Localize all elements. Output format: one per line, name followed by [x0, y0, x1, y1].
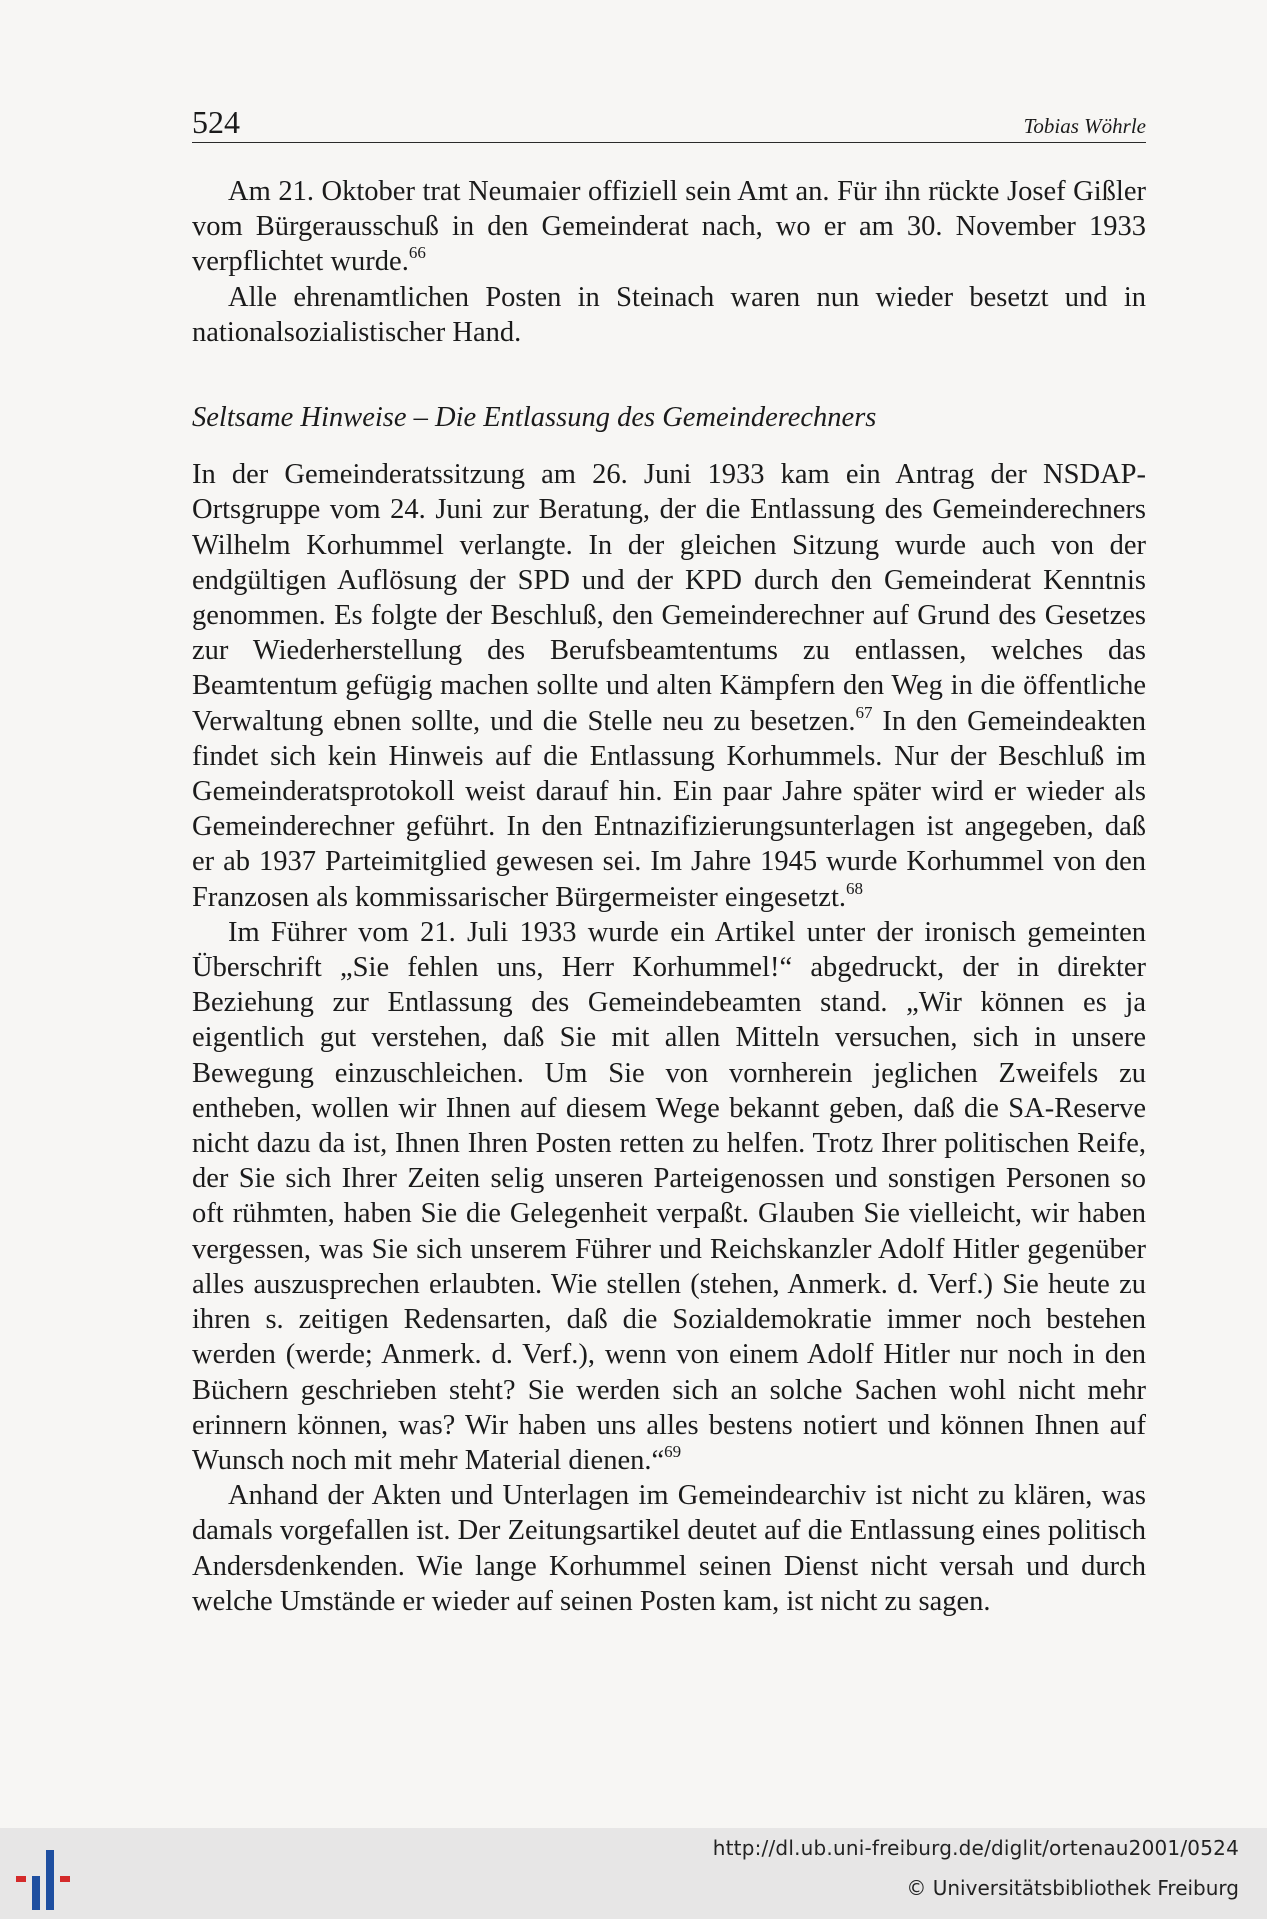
- footnote-ref[interactable]: 67: [855, 702, 873, 722]
- footer-copyright: © Universitätsbibliothek Freiburg: [906, 1876, 1239, 1900]
- footnote-ref[interactable]: 66: [408, 243, 426, 263]
- running-header: [192, 102, 1146, 143]
- footnote-ref[interactable]: 68: [846, 878, 863, 898]
- body-text: [192, 174, 1146, 1619]
- paragraph: In der Gemeinderatssitzung am 26. Juni 1933 kam ein Antrag der NSDAP-Ortsgruppe vom 24. Juni zur Beratung, der die Entlassung des Gemeinderechners Wilhelm Korhummel verlangte. In der gleichen Sitzung wurde auch von der endgültigen Auflösung der SPD und der KPD durch den Gemeinderat Kenntnis genommen. Es folgte der Beschluß, den Gemeinderechner auf Grund des Gesetzes zur Wiederherstellung des Berufsbeamtentums zu entlassen, welches das Beamtentum gefügig machen sollte und alten Kämpfern den Weg in die öffentliche Verwaltung ebnen sollte, und die Stelle neu zu besetzen.$^{67}$ In den Gemeindeakten findet sich kein Hinweis auf die Entlassung Korhummels. Nur der Beschluß im Gemeinderatsprotokoll weist darauf hin. Ein paar Jahre später wird er wieder als Gemeinderechner geführt. In den Entnazifizierungsunterlagen ist angegeben, daß er ab 1937 Parteimitglied gewesen sei. Im Jahre 1945 wurde Korhummel von den Franzosen als kommissarischer Bürgermeister eingesetzt.$^{68}$: [192, 459, 1146, 913]
- paragraph: Alle ehrenamtlichen Posten in Steinach waren nun wieder besetzt und in nationalsozialistischer Hand.: [192, 281, 1146, 348]
- ub-freiburg-logo-icon[interactable]: [14, 1846, 84, 1912]
- page-number: 524: [192, 104, 240, 140]
- paragraph: Anhand der Akten und Unterlagen im Gemeindearchiv ist nicht zu klären, was damals vorgefallen ist. Der Zeitungsartikel deutet auf die Entlassung eines politisch Andersdenkenden. Wie lange Korhummel seinen Dienst nicht versah und durch welche Umstände er wieder auf seinen Posten kam, ist nicht zu sagen.: [192, 1480, 1146, 1617]
- paragraph: Im Führer vom 21. Juli 1933 wurde ein Artikel unter der ironisch gemeinten Überschrift „Sie fehlen uns, Herr Korhummel!“ abgedruckt, der in direkter Beziehung zur Entlassung des Gemeindebeamten stand. „Wir können es ja eigentlich gut verstehen, daß Sie mit allen Mitteln versuchen, sich in unsere Bewegung einzuschleichen. Um Sie von vornherein jeglichen Zweifels zu entheben, wollen wir Ihnen auf diesem Wege bekannt geben, daß die SA-Reserve nicht dazu da ist, Ihnen Ihren Posten retten zu helfen. Trotz Ihrer politischen Reife, der Sie sich Ihrer Zeiten selig unseren Parteigenossen und sonstigen Personen so oft rühmten, haben Sie die Gelegenheit verpaßt. Glauben Sie vielleicht, wir haben vergessen, was Sie sich unserem Führer und Reichskanzler Adolf Hitler gegenüber alles auszusprechen erlaubten. Wie stellen (stehen, Anmerk. d. Verf.) Sie heute zu ihren s. zeitigen Redensarten, daß die Sozialdemokratie immer noch bestehen werden (werde; Anmerk. d. Verf.), wenn von einem Adolf Hitler nur noch in den Büchern geschrieben steht? Sie werden sich an solche Sachen wohl nicht mehr erinnern können, was? Wir haben uns alles bestens notiert und können Ihnen auf Wunsch noch mit mehr Material dienen.“$^{69}$: [192, 916, 1146, 1476]
- footer-url-link[interactable]: http://dl.ub.uni-freiburg.de/diglit/ortenau2001/0524: [712, 1836, 1239, 1860]
- footer-bar: [0, 1828, 1267, 1919]
- footnote-ref[interactable]: 69: [664, 1441, 682, 1461]
- paragraph: Am 21. Oktober trat Neumaier offiziell sein Amt an. Für ihn rückte Josef Gißler vom Bürgerausschuß in den Gemeinderat nach, wo er am 30. November 1933 verpflichtet wurde.$^{66}$: [192, 176, 1146, 278]
- section-heading: Seltsame Hinweise – Die Entlassung des Gemeinderechners: [192, 402, 877, 434]
- running-head-author: Tobias Wöhrle: [1023, 114, 1146, 138]
